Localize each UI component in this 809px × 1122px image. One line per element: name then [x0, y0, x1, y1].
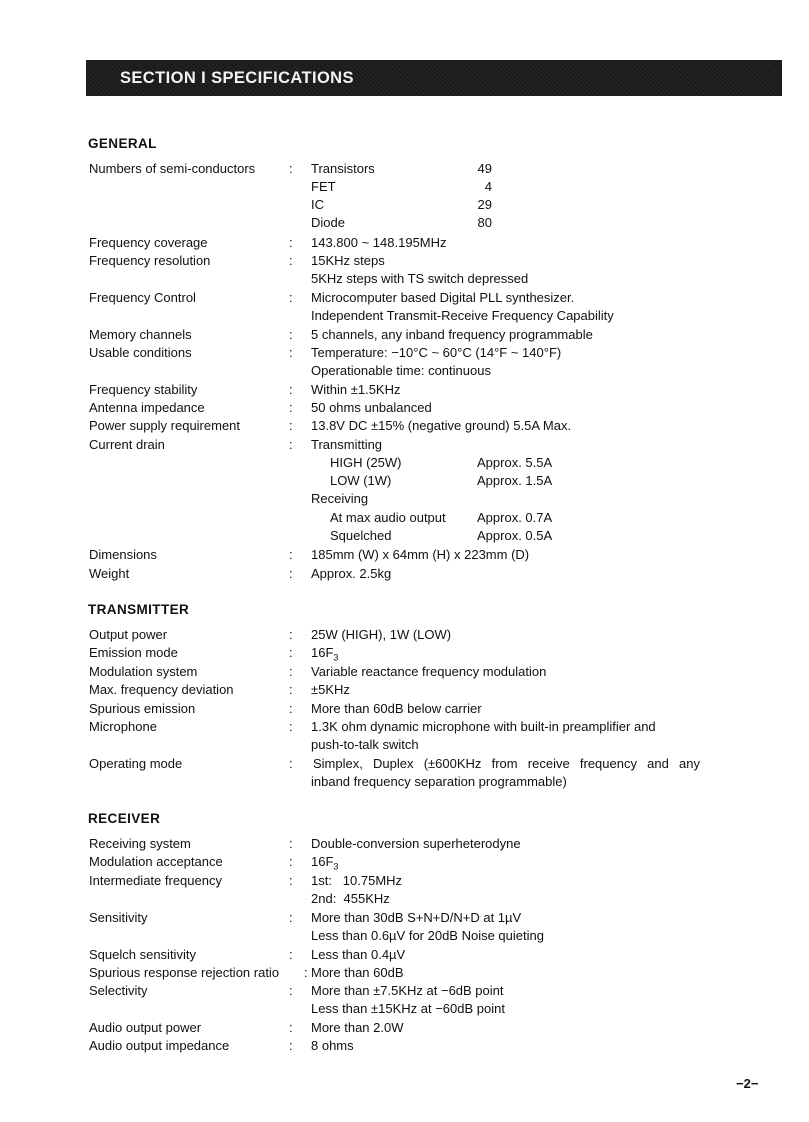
spec-label: Intermediate frequency [89, 873, 222, 888]
spec-value: Independent Transmit-Receive Frequency Capability [311, 308, 614, 323]
colon: : [289, 1020, 293, 1035]
spec-row [0, 700, 809, 718]
spec-value: 1st: 10.75MHz [311, 873, 403, 888]
spec-row [0, 454, 809, 472]
spec-value: Less than ±15KHz at −60dB point [311, 1001, 505, 1016]
spec-value: More than ±7.5KHz at −6dB point [311, 983, 504, 998]
spec-label: Frequency coverage [89, 235, 208, 250]
amount-value: Approx. 0.7A [477, 510, 553, 525]
general-heading: GENERAL [88, 136, 157, 151]
spec-value: 5KHz steps with TS switch depressed [311, 271, 529, 286]
spec-value: Approx. 2.5kg [311, 566, 392, 581]
spec-value: FET [311, 179, 336, 194]
spec-label: Audio output power [89, 1020, 202, 1035]
colon: : [289, 400, 293, 415]
spec-value: More than 60dB [311, 965, 404, 980]
spec-value: 5 channels, any inband frequency programmable [311, 327, 593, 342]
colon: : [289, 1038, 293, 1053]
spec-row [0, 196, 809, 214]
spec-label: Weight [89, 566, 130, 581]
colon: : [289, 701, 293, 716]
spec-row [0, 872, 809, 890]
spec-value: 15KHz steps [311, 253, 385, 268]
amount-value: Approx. 5.5A [477, 455, 553, 470]
colon: : [289, 627, 293, 642]
spec-label: Dimensions [89, 547, 157, 562]
spec-row [0, 527, 809, 545]
spec-label: Current drain [89, 437, 165, 452]
spec-row [0, 270, 809, 288]
count-value: 4 [484, 179, 492, 194]
spec-value: More than 30dB S+N+D/N+D at 1µV [311, 910, 522, 925]
spec-row [0, 736, 809, 754]
spec-label: Frequency Control [89, 290, 196, 305]
spec-value: Simplex, Duplex (±600KHz from receive frequency and any [313, 756, 700, 771]
spec-value: 25W (HIGH), 1W (LOW) [311, 627, 452, 642]
spec-row [0, 362, 809, 380]
spec-value: Transmitting [311, 437, 383, 452]
colon: : [289, 382, 293, 397]
count-value: 29 [477, 197, 492, 212]
spec-value: inband frequency separation programmable) [311, 774, 567, 789]
page-number: −2− [736, 1076, 759, 1091]
spec-row [0, 178, 809, 196]
colon: : [289, 645, 293, 660]
spec-value: 143.800 ~ 148.195MHz [311, 235, 447, 250]
spec-row [0, 399, 809, 417]
spec-value: More than 60dB below carrier [311, 701, 482, 716]
spec-label: Emission mode [89, 645, 178, 660]
spec-label: Receiving system [89, 836, 191, 851]
emission-subscript: 3 [333, 652, 339, 663]
transmitter-heading: TRANSMITTER [88, 602, 190, 617]
colon: : [289, 418, 293, 433]
spec-row [0, 509, 809, 527]
spec-row [0, 160, 809, 178]
spec-row [0, 755, 809, 773]
spec-label: Modulation acceptance [89, 854, 223, 869]
amount-value: Approx. 0.5A [477, 528, 553, 543]
spec-value: Transistors [311, 161, 375, 176]
spec-row [0, 718, 809, 736]
spec-value: IC [311, 197, 324, 212]
spec-label: Frequency resolution [89, 253, 211, 268]
spec-row [0, 626, 809, 644]
amount-value: Approx. 1.5A [477, 473, 553, 488]
spec-label: Frequency stability [89, 382, 198, 397]
modulation-acceptance-text: 16F [311, 854, 334, 869]
spec-label: Output power [89, 627, 168, 642]
spec-value: More than 2.0W [311, 1020, 404, 1035]
spec-row [0, 982, 809, 1000]
spec-row [0, 490, 809, 508]
spec-row [0, 1019, 809, 1037]
spec-row [0, 326, 809, 344]
spec-label: Squelch sensitivity [89, 947, 196, 962]
colon: : [289, 664, 293, 679]
spec-row [0, 890, 809, 908]
colon: : [289, 235, 293, 250]
colon: : [289, 437, 293, 452]
spec-value: Temperature: −10°C ~ 60°C (14°F ~ 140°F) [311, 345, 562, 360]
spec-row [0, 565, 809, 583]
spec-row [0, 214, 809, 232]
colon: : [289, 566, 293, 581]
spec-value: At max audio output [330, 510, 446, 525]
colon: : [289, 719, 293, 734]
spec-row [0, 663, 809, 681]
spec-row [0, 835, 809, 853]
spec-row [0, 644, 809, 662]
spec-value: Squelched [330, 528, 392, 543]
spec-value: Within ±1.5KHz [311, 382, 401, 397]
spec-value: LOW (1W) [330, 473, 392, 488]
spec-row [0, 289, 809, 307]
spec-value: Microcomputer based Digital PLL synthesizer. [311, 290, 575, 305]
spec-value: Less than 0.4µV [311, 947, 406, 962]
spec-label: Selectivity [89, 983, 148, 998]
spec-value: Receiving [311, 491, 369, 506]
spec-label: Microphone [89, 719, 157, 734]
spec-value: Variable reactance frequency modulation [311, 664, 547, 679]
spec-row [0, 307, 809, 325]
colon: : [289, 910, 293, 925]
spec-row [0, 927, 809, 945]
spec-value: 185mm (W) x 64mm (H) x 223mm (D) [311, 547, 530, 562]
spec-value: Double-conversion superheterodyne [311, 836, 521, 851]
colon: : [289, 873, 293, 888]
spec-label: Usable conditions [89, 345, 192, 360]
colon: : [289, 345, 293, 360]
spec-label: Max. frequency deviation [89, 682, 234, 697]
spec-label: Numbers of semi-conductors [89, 161, 256, 176]
emission-subscript: 3 [333, 861, 339, 872]
spec-label: Antenna impedance [89, 400, 205, 415]
spec-row [0, 417, 809, 435]
spec-row [0, 853, 809, 871]
colon: : [289, 253, 293, 268]
spec-row [0, 773, 809, 791]
colon: : [289, 854, 293, 869]
colon: : [289, 290, 293, 305]
spec-row [0, 344, 809, 362]
spec-label: Modulation system [89, 664, 198, 679]
spec-row [0, 234, 809, 252]
spec-row [0, 436, 809, 454]
count-value: 80 [477, 215, 492, 230]
spec-row [0, 946, 809, 964]
spec-label: Audio output impedance [89, 1038, 230, 1053]
colon: : [289, 983, 293, 998]
colon: : [289, 682, 293, 697]
spec-row [0, 472, 809, 490]
spec-row [0, 681, 809, 699]
colon: : [289, 327, 293, 342]
colon: : [289, 947, 293, 962]
spec-value: 2nd: 455KHz [311, 891, 390, 906]
colon: : [289, 756, 293, 771]
spec-label: Power supply requirement [89, 418, 241, 433]
colon: : [304, 965, 308, 980]
colon: : [289, 547, 293, 562]
spec-row [0, 964, 809, 982]
spec-value: Operationable time: continuous [311, 363, 491, 378]
spec-label: Memory channels [89, 327, 192, 342]
spec-label: Operating mode [89, 756, 183, 771]
colon: : [289, 161, 293, 176]
spec-value: 1.3K ohm dynamic microphone with built-in preamplifier and [311, 719, 656, 734]
count-value: 49 [477, 161, 492, 176]
spec-value: Less than 0.6µV for 20dB Noise quieting [311, 928, 544, 943]
emission-mode-text: 16F [311, 645, 334, 660]
spec-value: 8 ohms [311, 1038, 354, 1053]
spec-label: Spurious response rejection ratio [89, 965, 280, 980]
spec-row [0, 1000, 809, 1018]
spec-row [0, 546, 809, 564]
spec-value: ±5KHz [311, 682, 350, 697]
spec-row [0, 252, 809, 270]
section-title: SECTION I SPECIFICATIONS [120, 69, 354, 87]
spec-value: push-to-talk switch [311, 737, 419, 752]
spec-value: 13.8V DC ±15% (negative ground) 5.5A Max. [311, 418, 572, 433]
spec-value: Diode [311, 215, 345, 230]
colon: : [289, 836, 293, 851]
spec-label: Sensitivity [89, 910, 148, 925]
section-banner [86, 60, 782, 96]
spec-row [0, 909, 809, 927]
spec-row [0, 1037, 809, 1055]
spec-label: Spurious emission [89, 701, 196, 716]
spec-row [0, 381, 809, 399]
receiver-heading: RECEIVER [88, 811, 161, 826]
spec-value: 50 ohms unbalanced [311, 400, 432, 415]
spec-value: HIGH (25W) [330, 455, 402, 470]
